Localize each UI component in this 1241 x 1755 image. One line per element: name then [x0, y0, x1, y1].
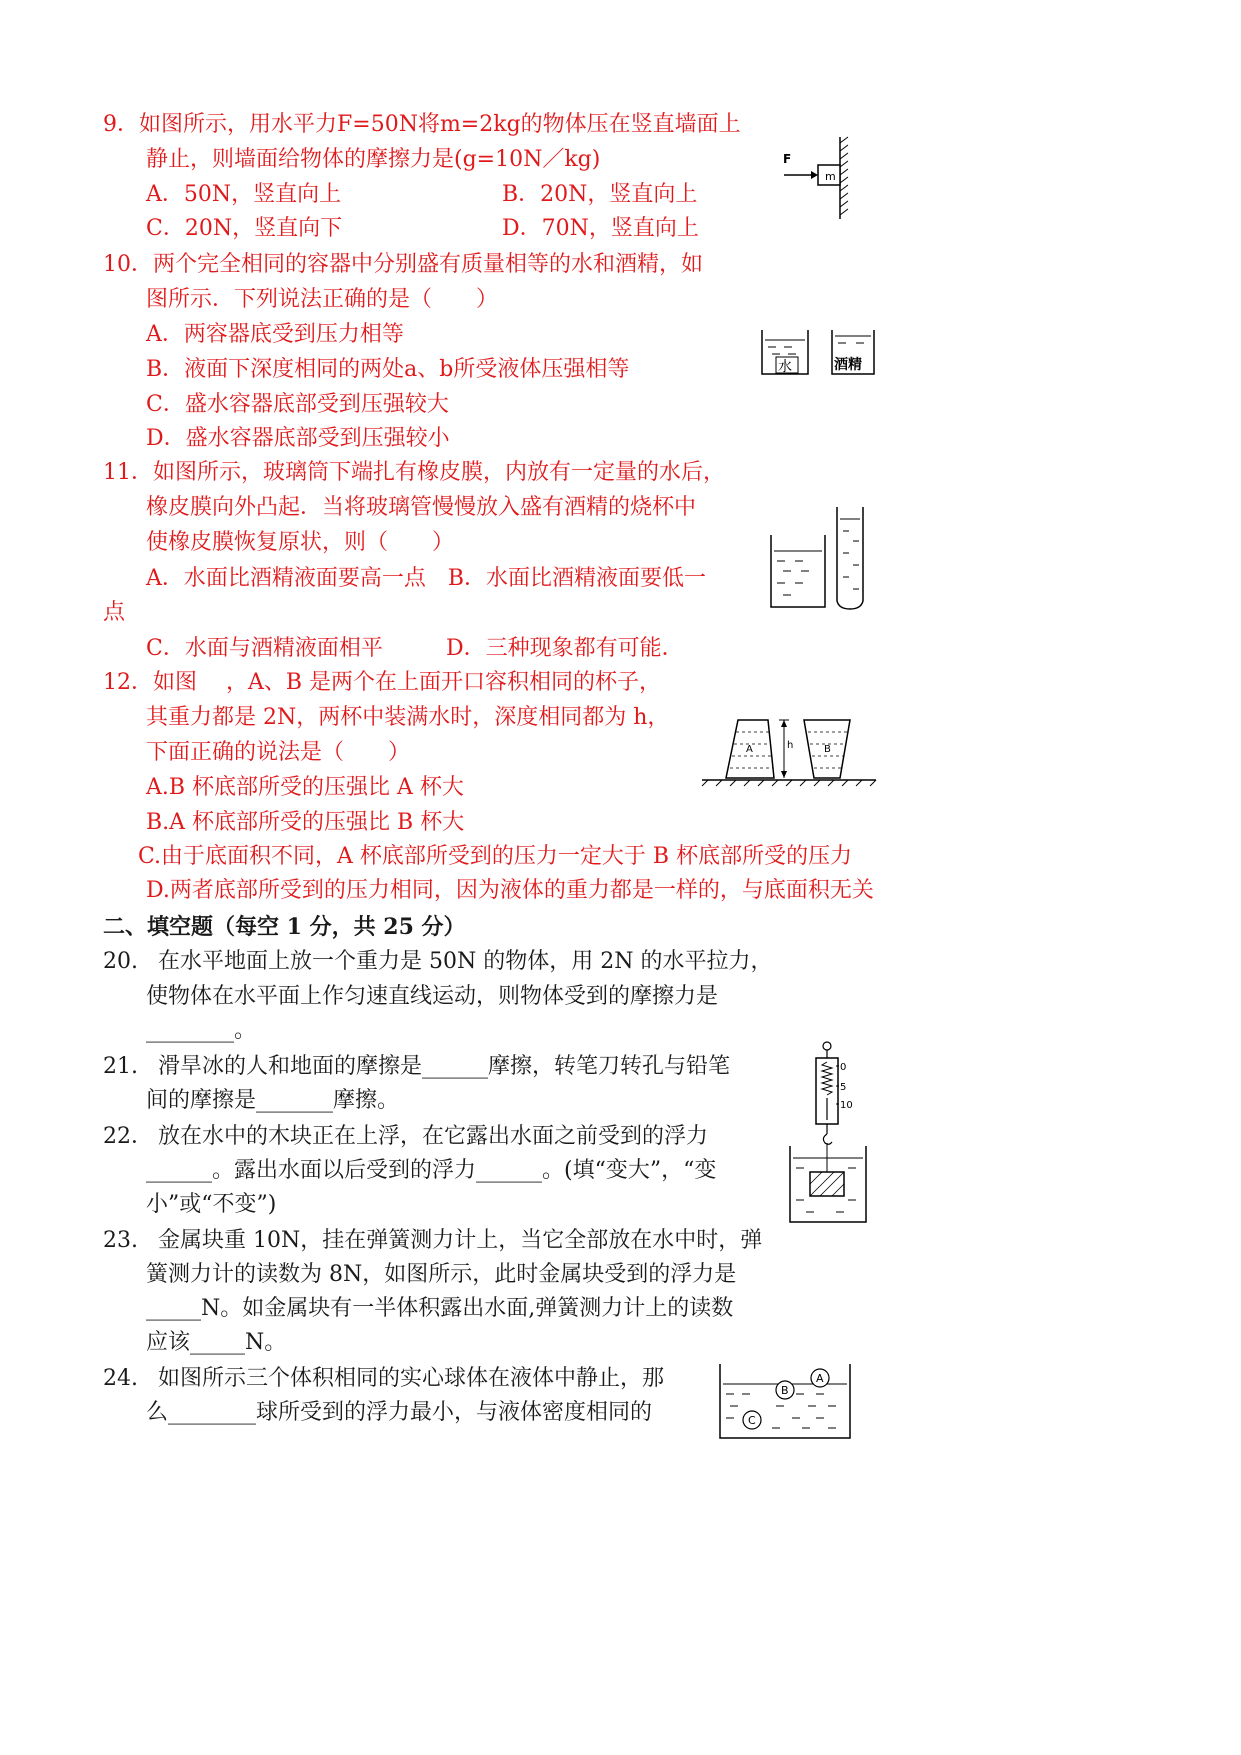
- q9-option-c: C．20N，竖直向下: [146, 216, 343, 241]
- q21-line1: 滑旱冰的人和地面的摩擦是______摩擦，转笔刀转孔与铅笔: [158, 1054, 731, 1079]
- q9-line2: 静止，则墙面给物体的摩擦力是(g=10N／kg): [146, 147, 601, 172]
- q9-mass-label: m: [825, 170, 836, 183]
- q23-line2: 簧测力计的读数为 8N，如图所示，此时金属块受到的浮力是: [146, 1262, 737, 1287]
- q21-number: 21.: [103, 1054, 138, 1079]
- q23-line3: _____N。如金属块有一半体积露出水面,弹簧测力计上的读数: [146, 1296, 734, 1321]
- q9-figure-wall-block: [780, 135, 860, 220]
- q12-option-a: A.B 杯底部所受的压强比 A 杯大: [146, 775, 464, 800]
- q11-figure-tube-beaker: [765, 505, 885, 615]
- q20-line1: 在水平地面上放一个重力是 50N 的物体，用 2N 的水平拉力，: [158, 949, 773, 974]
- q23-scale-5: 5: [840, 1082, 847, 1093]
- q20-line3: ________。: [146, 1018, 257, 1043]
- q24-line1: 如图所示三个体积相同的实心球体在液体中静止，那: [158, 1366, 665, 1391]
- q9-option-b: B．20N，竖直向上: [502, 182, 698, 207]
- q10-option-d: D．盛水容器底部受到压强较小: [146, 426, 450, 451]
- section-2-title: 二、填空题（每空 1 分，共 25 分）: [103, 914, 466, 940]
- q22-number: 22．: [103, 1124, 153, 1149]
- q10-figure-containers: [760, 328, 880, 378]
- q9-line1: 9．如图所示，用水平力F=50N将m=2kg的物体压在竖直墙面上: [103, 112, 741, 137]
- q12-option-c: C.由于底面积不同，A 杯底部所受到的压力一定大于 B 杯底部所受的压力: [138, 844, 853, 869]
- q23-scale-10: 10: [840, 1100, 853, 1111]
- q12-cup-a-label: A: [746, 744, 753, 755]
- q12-line1-b: ，A、B 是两个在上面开口容积相同的杯子，: [226, 670, 662, 695]
- q11-option-ab-wrap: 点: [103, 600, 126, 625]
- q10-alcohol-label: 酒精: [834, 357, 862, 373]
- q9-option-d: D．70N，竖直向上: [502, 216, 699, 241]
- q24-number: 24.: [103, 1366, 138, 1391]
- q11-line1: 11．如图所示，玻璃筒下端扎有橡皮膜，内放有一定量的水后，: [103, 460, 725, 485]
- q24-ball-b-label: B: [781, 1384, 789, 1397]
- q10-option-b: B．液面下深度相同的两处a、b所受液体压强相等: [146, 357, 630, 382]
- q20-number: 20.: [103, 949, 138, 974]
- q10-water-label: 水: [778, 359, 792, 375]
- q23-number: 23.: [103, 1228, 138, 1253]
- q23-line4: 应该_____N。: [146, 1330, 287, 1355]
- q22-line3: 小”或“不变”): [146, 1192, 277, 1217]
- q12-cup-b-label: B: [824, 744, 831, 755]
- q22-line1: 放在水中的木块正在上浮，在它露出水面之前受到的浮力: [158, 1124, 709, 1149]
- q10-option-a: A．两容器底受到压力相等: [146, 322, 404, 347]
- q11-option-c: C．水面与酒精液面相平: [146, 636, 383, 661]
- q24-ball-a-label: A: [816, 1372, 824, 1385]
- q12-line2: 其重力都是 2N，两杯中装满水时，深度相同都为 h，: [146, 705, 670, 730]
- q12-option-d: D.两者底部所受到的压力相同，因为液体的重力都是一样的，与底面积无关: [146, 878, 874, 903]
- q12-option-b: B.A 杯底部所受的压强比 B 杯大: [146, 810, 465, 835]
- q21-line2: 间的摩擦是_______摩擦。: [146, 1088, 400, 1113]
- q11-line3: 使橡皮膜恢复原状，则（ ）: [146, 530, 455, 555]
- q11-option-d: D．三种现象都有可能．: [446, 636, 684, 661]
- q23-scale-0: 0: [840, 1062, 847, 1073]
- q10-line1: 10．两个完全相同的容器中分别盛有质量相等的水和酒精，如: [103, 252, 703, 277]
- q24-figure-balls: [716, 1362, 856, 1442]
- q10-option-c: C．盛水容器底部受到压强较大: [146, 392, 449, 417]
- q12-line3: 下面正确的说法是（ ）: [146, 740, 411, 765]
- q20-line2: 使物体在水平面上作匀速直线运动，则物体受到的摩擦力是: [146, 984, 719, 1009]
- q9-option-a: A．50N，竖直向上: [146, 182, 342, 207]
- q12-figure-cups: [700, 712, 880, 787]
- q23-figure-spring-scale: [786, 1040, 876, 1230]
- q11-option-ab: A．水面比酒精液面要高一点 B．水面比酒精液面要低一: [146, 566, 707, 591]
- q9-force-label: F: [783, 152, 792, 166]
- q12-line1-a: 12．如图: [103, 670, 197, 695]
- q24-ball-c-label: C: [748, 1414, 756, 1427]
- q23-line1: 金属块重 10N，挂在弹簧测力计上，当它全部放在水中时，弹: [158, 1228, 763, 1253]
- q10-line2: 图所示．下列说法正确的是（ ）: [146, 287, 499, 312]
- q24-line2: 么________球所受到的浮力最小，与液体密度相同的: [146, 1400, 653, 1425]
- q11-line2: 橡皮膜向外凸起．当将玻璃管慢慢放入盛有酒精的烧杯中: [146, 495, 697, 520]
- q22-line2: ______。露出水面以后受到的浮力______。(填“变大”，“变: [146, 1158, 717, 1183]
- q12-height-label: h: [787, 740, 794, 751]
